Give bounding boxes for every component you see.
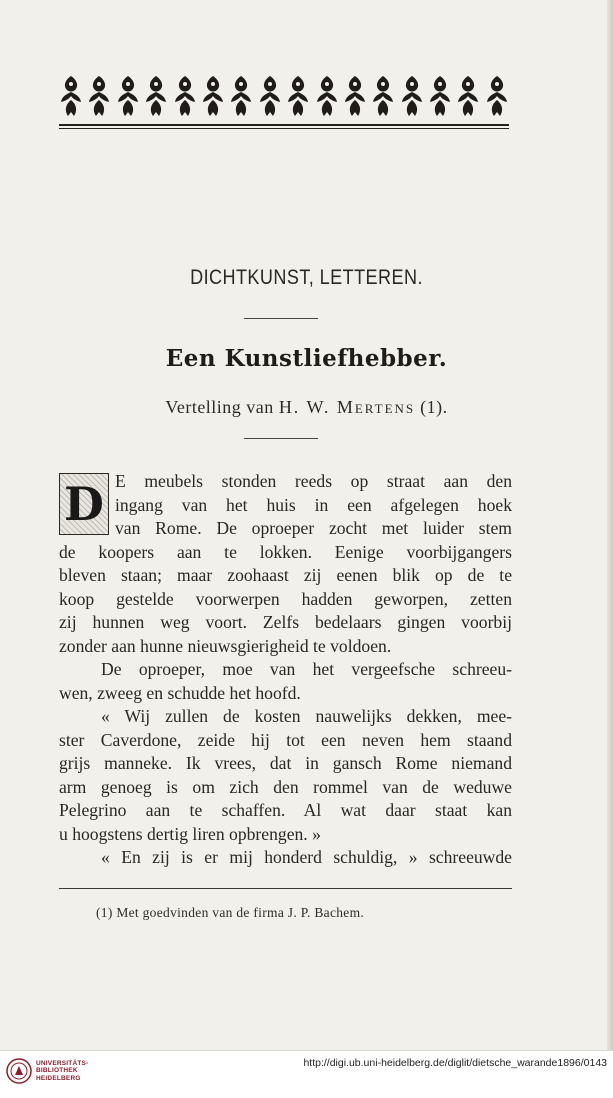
- body-line: « En zij is er mij honderd schuldig, » schreeuwde: [101, 847, 512, 867]
- byline-note-ref: (1).: [420, 397, 448, 417]
- fleuron-icon: [258, 74, 282, 118]
- library-seal-icon: [6, 1058, 32, 1084]
- fleuron-icon: [87, 74, 111, 118]
- body-line: u hoogstens dertig liren opbrengen. »: [59, 823, 321, 844]
- library-name-line3: HEIDELBERG: [36, 1074, 81, 1082]
- library-name-line1: UNIVERSITÄTS-: [36, 1059, 89, 1067]
- fleuron-icon: [59, 74, 83, 118]
- body-line: zonder aan hunne nieuwsgierigheid te voldoen.: [59, 635, 392, 656]
- footnote-rule: [59, 888, 512, 889]
- fleuron-icon: [343, 74, 367, 118]
- footnote: (1) Met goedvinden van de firma J. P. Bachem.: [96, 905, 365, 920]
- body-line: van Rome. De oproeper zocht met luider stem: [115, 518, 512, 538]
- story-title: Een Kunstliefhebber.: [165, 345, 448, 372]
- fleuron-icon: [173, 74, 197, 118]
- body-line: De oproeper, moe van het vergeefsche schreeu-: [101, 659, 512, 679]
- library-name: [36, 1060, 88, 1083]
- body-line: wen, zweeg en schudde het hoofd.: [59, 682, 301, 703]
- body-line: arm genoeg is om zich den rommel van de weduwe: [59, 776, 512, 797]
- section-title: DICHTKUNST, LETTEREN.: [190, 266, 423, 289]
- body-line: zij hunnen weg voort. Zelfs bedelaars gingen voorbij: [59, 612, 512, 632]
- body-line: koop gestelde voorwerpen hadden geworpen, zetten: [59, 588, 512, 609]
- fleuron-icon: [456, 74, 480, 118]
- byline: [0, 397, 613, 418]
- header-ornament: [59, 73, 509, 119]
- fleuron-icon: [428, 74, 452, 118]
- fleuron-icon: [371, 74, 395, 118]
- fleuron-icon: [485, 74, 509, 118]
- fleuron-icon: [144, 74, 168, 118]
- byline-author: H. W. Mertens: [278, 397, 416, 417]
- fleuron-icon: [201, 74, 225, 118]
- library-name-line2: BIBLIOTHEK: [36, 1067, 78, 1075]
- page-edge: [607, 0, 613, 1050]
- fleuron-icon: [315, 74, 339, 118]
- byline-prefix: Vertelling van: [165, 397, 274, 417]
- header-rule: [59, 124, 509, 129]
- body-line: « Wij zullen de kosten nauwelijks dekken, mee-: [101, 706, 512, 726]
- fleuron-icon: [116, 74, 140, 118]
- body-line: E meubels stonden reeds op straat aan den: [115, 471, 512, 491]
- title-divider: [244, 318, 318, 319]
- body-line: ingang van het huis in een afgelegen hoek: [115, 494, 512, 515]
- drop-cap-letter: D: [64, 477, 104, 531]
- body-text: [59, 470, 512, 870]
- byline-divider: [244, 438, 318, 439]
- page-url[interactable]: http://digi.ub.uni-heidelberg.de/diglit/dietsche_warande1896/0143: [303, 1057, 607, 1069]
- fleuron-icon: [229, 74, 253, 118]
- body-line: bleven staan; maar zoohaast zij eenen blik op de te: [59, 565, 512, 585]
- fleuron-icon: [286, 74, 310, 118]
- body-line: de koopers aan te lokken. Eenige voorbijgangers: [59, 541, 512, 562]
- fleuron-icon: [400, 74, 424, 118]
- body-line: ster Caverdone, zeide hij tot een neven hem staand: [59, 729, 512, 750]
- library-logo[interactable]: [6, 1058, 88, 1084]
- body-line: Pelegrino aan te schaffen. Al wat daar staat kan: [59, 800, 512, 820]
- body-line: grijs manneke. Ik vrees, dat in gansch Rome niemand: [59, 753, 512, 773]
